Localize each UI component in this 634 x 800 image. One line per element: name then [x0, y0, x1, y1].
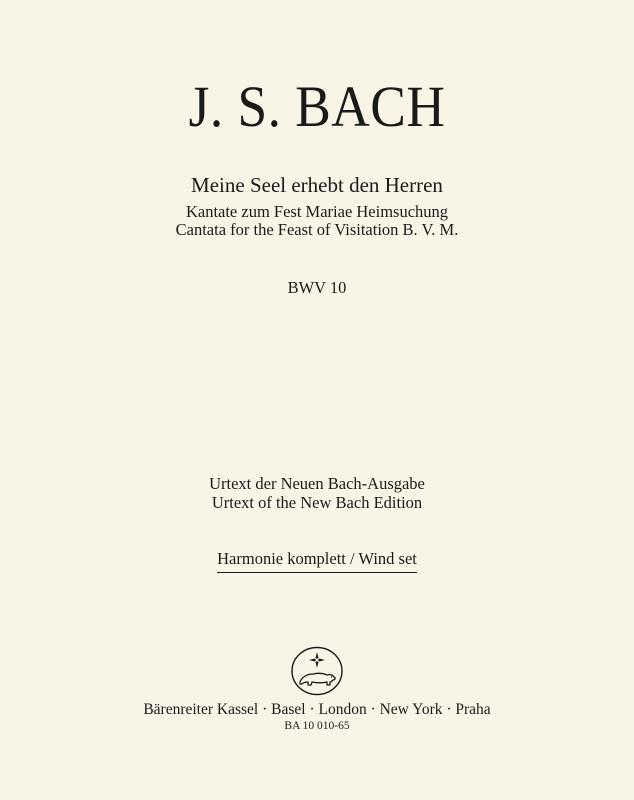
part-designation: Harmonie komplett / Wind set	[217, 551, 417, 573]
composer-name: J. S. BACH	[188, 74, 446, 139]
publisher-logo-icon	[290, 646, 344, 696]
catalog-number: BA 10 010-65	[284, 720, 350, 732]
subtitle-german: Kantate zum Fest Mariae Heimsuchung	[185, 202, 449, 221]
part-designation-wrapper	[0, 551, 634, 573]
subtitle-english: Cantata for the Feast of Visitation B. V. M.	[175, 220, 459, 239]
urtext-german: Urtext der Neuen Bach-Ausgabe	[209, 474, 425, 493]
urtext-english: Urtext of the New Bach Edition	[211, 493, 423, 512]
bwv-number: BWV 10	[287, 278, 347, 297]
publisher-line: Bärenreiter Kassel · Basel · London · New York · Praha	[143, 701, 491, 718]
work-title: Meine Seel erhebt den Herren	[191, 173, 443, 197]
